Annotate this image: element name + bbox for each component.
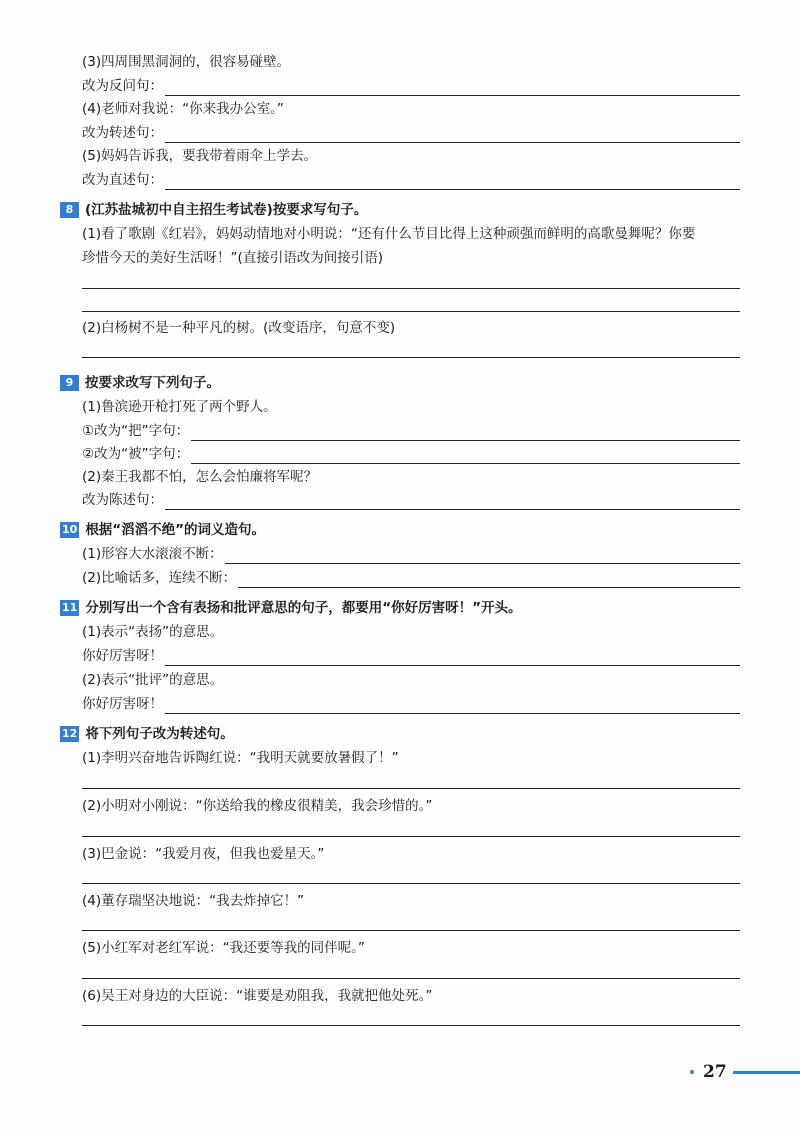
q12-number-badge: 12 [62,727,78,740]
q10-title: 根据“滔滔不绝”的词义造句。 [85,522,266,538]
q8-number-badge: 8 [60,202,79,218]
q12-item1-answer-line[interactable] [82,788,740,789]
q9-item1b-answer-row [82,444,740,464]
q12-title: 将下列句子改为转述句。 [85,726,234,742]
q12-item5-answer-line[interactable] [82,978,740,979]
q8-title: (江苏盐城初中自主招生考试卷)按要求写句子。 [85,202,368,218]
q11-heading [60,598,760,618]
q11-item2-answer-line[interactable] [165,698,740,714]
q9-item2-answer-row [82,490,740,510]
q12-item: (5)小红军对老红军说：“我还要等我的同伴呢。” [82,940,365,956]
q11-item2: (2)表示“批评”的意思。 [82,672,224,688]
q11-item1-label: 你好厉害呀！ [82,648,163,664]
q11-item2-label: 你好厉害呀！ [82,696,163,712]
q12-item: (4)董存瑞坚决地说：“我去炸掉它！” [82,893,305,909]
q9-item1a-label: ①改为“把”字句： [82,423,190,439]
q7-item5: (5)妈妈告诉我，要我带着雨伞上学去。 [82,148,318,164]
q11-item1-answer-row [82,646,740,666]
q9-item1b-answer-line[interactable] [191,448,740,464]
q10-item1-label: (1)形容大水滚滚不断： [82,546,223,562]
q10-item1-answer-row [82,544,740,564]
page-number: 27 [703,1062,727,1082]
q12-item: (3)巴金说：“我爱月夜，但我也爱星天。” [82,846,325,862]
q7-item4-answer-row [82,123,740,143]
q8-item1-answer-line-2[interactable] [82,311,740,312]
q9-item1b-label: ②改为“被”字句： [82,446,190,462]
q7-item5-answer-row [82,170,740,190]
page-number-dot [690,1070,694,1074]
q12-item: (2)小明对小刚说：“你送给我的橡皮很精美，我会珍惜的。” [82,798,433,814]
q10-item2-answer-row [82,568,740,588]
q11-title: 分别写出一个含有表扬和批评意思的句子，都要用“你好厉害呀！”开头。 [85,600,522,616]
q12-item: (1)李明兴奋地告诉陶红说：“我明天就要放暑假了！” [82,750,399,766]
q7-item5-answer-line[interactable] [165,174,740,190]
q12-heading [60,724,760,744]
q8-item2-answer-line[interactable] [82,357,740,358]
q11-number-badge: 11 [62,601,78,614]
q12-item2-answer-line[interactable] [82,836,740,837]
q8-item1-answer-line-1[interactable] [82,288,740,289]
q7-item3: (3)四周围黑洞洞的，很容易碰壁。 [82,54,291,70]
q9-number-badge: 9 [60,375,79,391]
q10-number-badge: 10 [62,523,78,536]
q9-item2-label: 改为陈述句： [82,492,163,508]
q7-item4: (4)老师对我说：“你来我办公室。” [82,101,284,117]
q12-item: (6)吴王对身边的大臣说：“谁要是劝阻我，我就把他处死。” [82,988,433,1004]
q7-item3-answer-row [82,76,740,96]
page-number-block [690,1062,800,1082]
q9-item1: (1)鲁滨逊开枪打死了两个野人。 [82,399,277,415]
q8-heading [60,200,760,220]
q8-item2: (2)白杨树不是一种平凡的树。(改变语序，句意不变) [82,320,396,336]
page-number-bar [733,1071,800,1074]
q9-title: 按要求改写下列句子。 [85,375,220,391]
q7-item4-label: 改为转述句： [82,125,163,141]
q10-item2-label: (2)比喻话多，连续不断： [82,570,237,586]
q11-item1-answer-line[interactable] [165,650,740,666]
q7-item3-answer-line[interactable] [165,80,740,96]
q9-heading [60,373,760,393]
q7-item5-label: 改为直述句： [82,172,163,188]
q7-item3-label: 改为反问句： [82,78,163,94]
q8-item1-line1: (1)看了歌剧《红岩》，妈妈动情地对小明说：“还有什么节目比得上这种顽强而鲜明的高歌曼舞呢？你要 [82,226,696,242]
q12-item4-answer-line[interactable] [82,930,740,931]
q10-item1-answer-line[interactable] [225,548,740,564]
q9-item1a-answer-line[interactable] [191,425,740,441]
q12-item3-answer-line[interactable] [82,883,740,884]
q9-item2: (2)秦王我都不怕，怎么会怕廉将军呢？ [82,469,318,485]
q10-item2-answer-line[interactable] [238,572,740,588]
q9-item1a-answer-row [82,421,740,441]
q11-item2-answer-row [82,694,740,714]
q10-heading [60,520,760,540]
q12-item6-answer-line[interactable] [82,1025,740,1026]
q11-item1: (1)表示“表扬”的意思。 [82,624,224,640]
q9-item2-answer-line[interactable] [165,494,740,510]
q8-item1-line2: 珍惜今天的美好生活呀！”(直接引语改为间接引语) [82,250,384,266]
q7-item4-answer-line[interactable] [165,127,740,143]
